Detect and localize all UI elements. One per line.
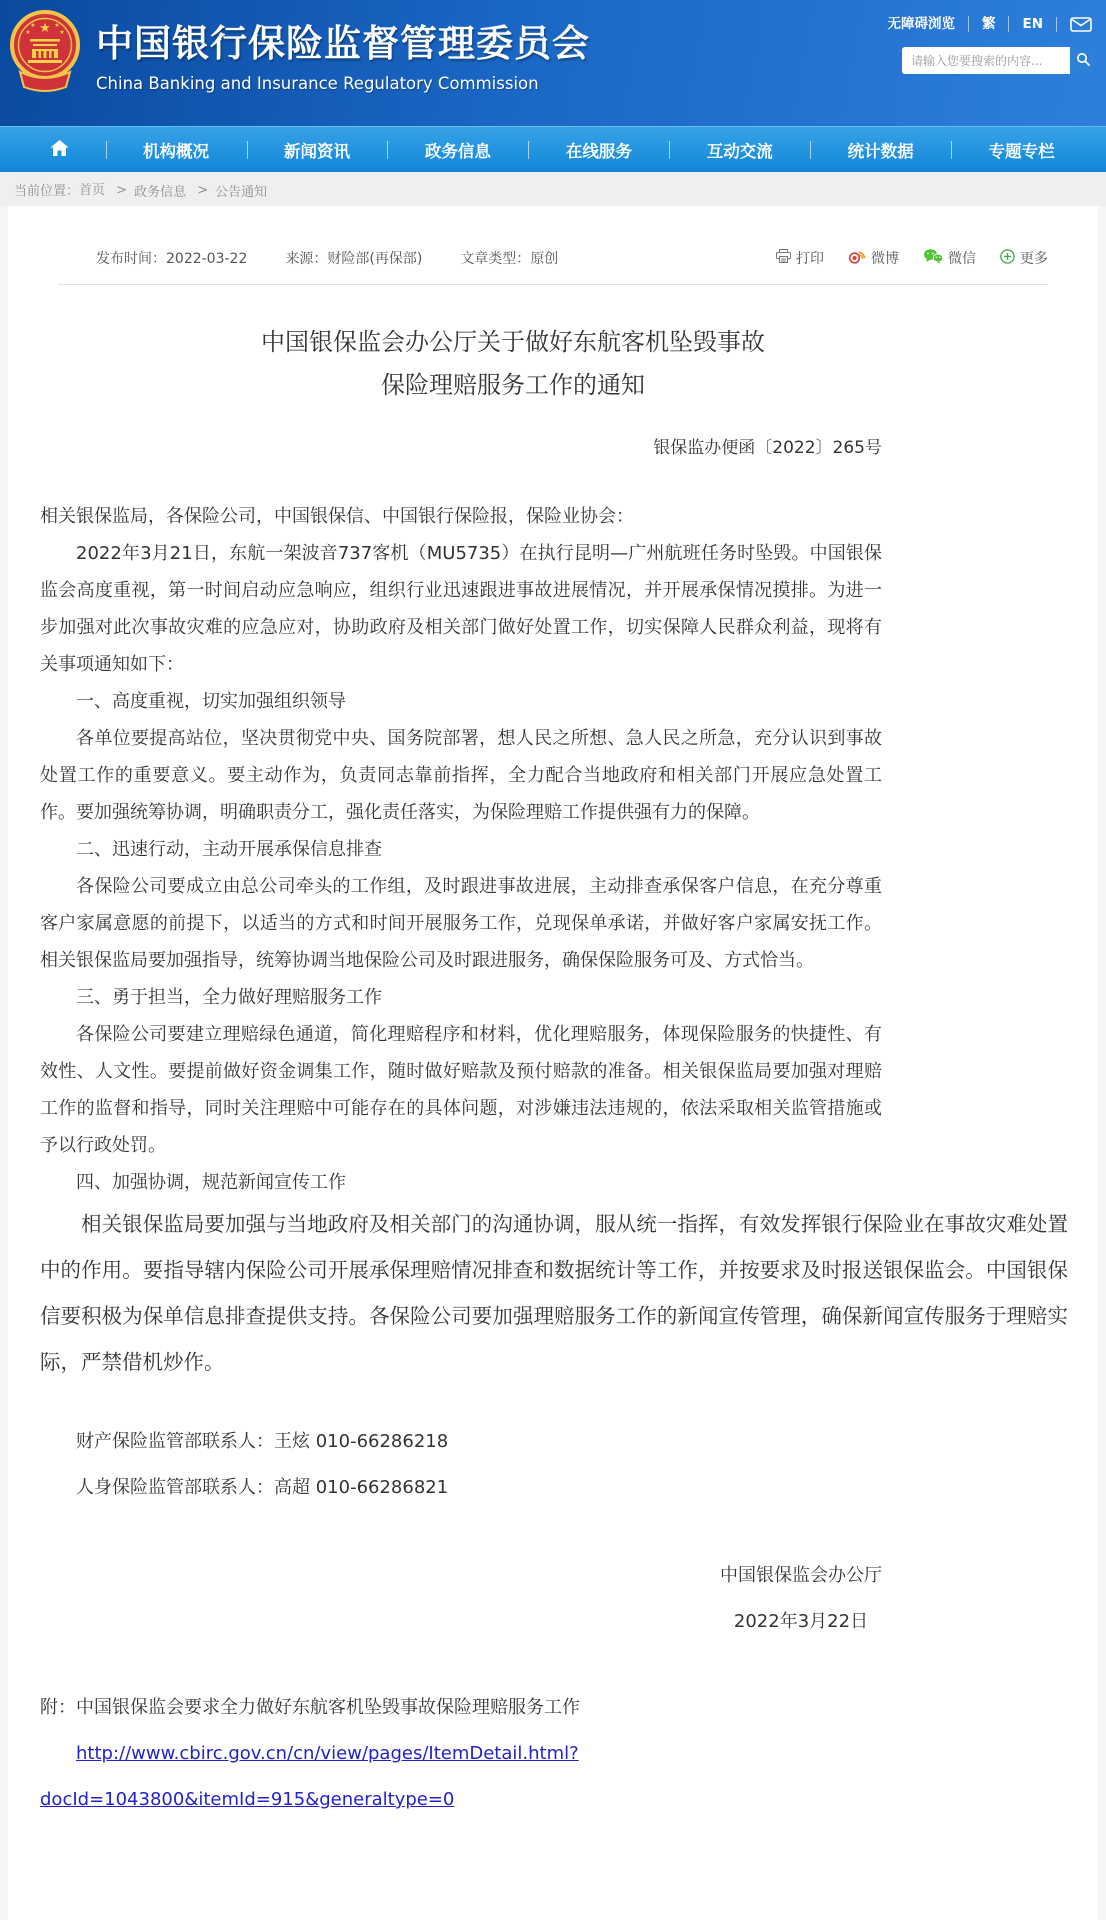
search-input[interactable] — [902, 47, 1070, 74]
nav-item-label[interactable]: 政务信息 — [424, 141, 491, 161]
breadcrumb-label: 当前位置： — [14, 183, 80, 199]
svg-text:★: ★ — [30, 22, 36, 29]
contacts — [40, 1419, 1098, 1511]
search-icon — [1076, 52, 1090, 69]
document-number: 银保监办便函〔2022〕265号 — [653, 438, 882, 458]
svg-text:★: ★ — [54, 22, 60, 29]
source: 来源：财险部(再保部) — [285, 251, 423, 267]
nav-item-label[interactable]: 专题专栏 — [988, 141, 1055, 161]
svg-text:★: ★ — [25, 29, 31, 36]
breadcrumb-item — [79, 179, 105, 198]
main-navigation — [0, 126, 1106, 172]
paragraph: 各单位要提高站位，坚决贯彻党中央、国务院部署，想人民之所想、急人民之所急，充分认识到事故处置工作的重要意义。要主动作为，负责同志靠前指挥，全力配合当地政府和相关部门开展应急处置工作。要加强统筹协调，明确职责分工，强化责任落实，为保险理赔工作提供强有力的保障。 — [40, 728, 882, 823]
nav-item[interactable] — [951, 127, 1092, 172]
national-emblem-logo — [8, 5, 82, 97]
paragraph: 各保险公司要建立理赔绿色通道，简化理赔程序和材料，优化理赔服务，体现保险服务的快捷性、有效性、人文性。要提前做好资金调集工作，随时做好赔款及预付赔款的准备。相关银保监局要加强对理赔工作的监督和指导，同时关注理赔中可能存在的具体问题，对涉嫌违法违规的，依法采取相关监管措施或予以行政处罚。 — [40, 1024, 882, 1156]
site-title-english: China Banking and Insurance Regulatory Commission — [96, 74, 539, 93]
sign-date: 2022年3月22日 — [733, 1611, 869, 1632]
site-header — [0, 0, 1106, 126]
nav-item[interactable] — [387, 127, 528, 172]
nav-item[interactable] — [669, 127, 810, 172]
article-title: 中国银保监会办公厅关于做好东航客机坠毁事故 保险理赔服务工作的通知 — [261, 328, 765, 399]
meta-divider — [58, 284, 1048, 285]
breadcrumb-link[interactable]: 首页 — [79, 182, 106, 198]
attachment-block — [40, 1685, 1098, 1823]
more-plus-icon — [1000, 249, 1015, 268]
mail-icon[interactable] — [1056, 17, 1094, 32]
publish-time: 发布时间：2022-03-22 — [96, 251, 248, 267]
printer-icon — [776, 249, 791, 267]
breadcrumb — [0, 172, 1106, 206]
svg-text:★: ★ — [59, 29, 65, 36]
search-button[interactable] — [1070, 47, 1094, 74]
contact-line: 财产保险监管部联系人：王炫 010-66286218 — [76, 1431, 449, 1452]
paragraph: 二、迅速行动，主动开展承保信息排查 — [76, 839, 382, 860]
nav-item-label[interactable]: 机构概况 — [143, 141, 210, 161]
nav-item[interactable] — [247, 127, 388, 172]
salutation: 相关银保监局，各保险公司，中国银保信、中国银行保险报，保险业协会： — [40, 506, 634, 527]
signer: 中国银保监会办公厅 — [720, 1565, 882, 1586]
share-wechat-button[interactable]: 微信 — [923, 248, 976, 268]
print-button[interactable]: 打印 — [776, 248, 824, 268]
signature-block — [40, 1553, 882, 1645]
nav-item-label[interactable]: 在线服务 — [565, 141, 632, 161]
article-type: 文章类型：原创 — [460, 251, 559, 267]
english-link[interactable]: EN — [1008, 16, 1056, 32]
contact-line: 人身保险监管部联系人：高超 010-66286821 — [76, 1477, 449, 1498]
svg-text:★: ★ — [39, 21, 51, 36]
paragraph: 四、加强协调，规范新闻宣传工作 — [76, 1172, 346, 1193]
nav-item[interactable] — [528, 127, 669, 172]
nav-item-label[interactable]: 互动交流 — [706, 141, 773, 161]
attachment-link-line2[interactable]: docId=1043800&itemId=915&generaltype=0 — [40, 1789, 455, 1810]
paragraph: 一、高度重视，切实加强组织领导 — [76, 691, 346, 712]
site-title-chinese: 中国银行保险监督管理委员会 — [96, 22, 590, 65]
breadcrumb-item — [190, 181, 267, 200]
article-body — [8, 498, 1098, 1823]
share-weibo-button[interactable]: 微博 — [848, 248, 899, 268]
nav-item-label[interactable]: 统计数据 — [847, 141, 914, 161]
home-icon[interactable] — [50, 140, 69, 160]
wechat-icon — [923, 248, 943, 268]
nav-item-label[interactable]: 新闻资讯 — [283, 141, 350, 161]
paragraph: 三、勇于担当，全力做好理赔服务工作 — [76, 987, 382, 1008]
nav-item[interactable] — [810, 127, 951, 172]
share-more-button[interactable]: 更多 — [1000, 248, 1048, 268]
paragraph: 2022年3月21日，东航一架波音737客机（MU5735）在执行昆明—广州航班任务时坠毁。中国银保监会高度重视，第一时间启动应急响应，组织行业迅速跟进事故进展情况，并开展承保情况摸排。为进一步加强对此次事故灾难的应急应对，协助政府及相关部门做好处置工作，切实保障人民群众利益，现将有关事项通知如下： — [40, 543, 882, 675]
accessibility-link[interactable]: 无障碍浏览 — [887, 16, 955, 32]
nav-item-home[interactable] — [14, 127, 106, 172]
breadcrumb-item — [109, 181, 186, 200]
nav-item[interactable] — [106, 127, 247, 172]
paragraph: 相关银保监局要加强与当地政府及相关部门的沟通协调，服从统一指挥，有效发挥银行保险业在事故灾难处置中的作用。要指导辖内保险公司开展承保理赔情况排查和数据统计等工作，并按要求及时报送银保监会。中国银保信要积极为保单信息排查提供支持。各保险公司要加强理赔服务工作的新闻宣传管理，确保新闻宣传服务于理赔实际，严禁借机炒作。 — [40, 1212, 1068, 1374]
article-meta-row — [8, 206, 1098, 268]
attachment-label: 附：中国银保监会要求全力做好东航客机坠毁事故保险理赔服务工作 — [40, 1697, 580, 1718]
breadcrumb-separator: > — [116, 182, 128, 198]
breadcrumb-link[interactable]: 政务信息 — [134, 184, 187, 200]
breadcrumb-separator: > — [197, 182, 209, 198]
content-panel — [8, 206, 1098, 1920]
weibo-icon — [848, 249, 866, 268]
paragraph: 各保险公司要成立由总公司牵头的工作组，及时跟进事故进展，主动排查承保客户信息，在充分尊重客户家属意愿的前提下，以适当的方式和时间开展服务工作，兑现保单承诺，并做好客户家属安抚工作。相关银保监局要加强指导，统筹协调当地保险公司及时跟进服务，确保保险服务可及、方式恰当。 — [40, 876, 882, 971]
paragraphs — [40, 535, 1098, 1385]
attachment-link-line1[interactable]: http://www.cbirc.gov.cn/cn/view/pages/ItemDetail.html? — [76, 1743, 579, 1764]
traditional-chinese-link[interactable]: 繁 — [968, 16, 1009, 32]
breadcrumb-link[interactable]: 公告通知 — [215, 184, 268, 200]
